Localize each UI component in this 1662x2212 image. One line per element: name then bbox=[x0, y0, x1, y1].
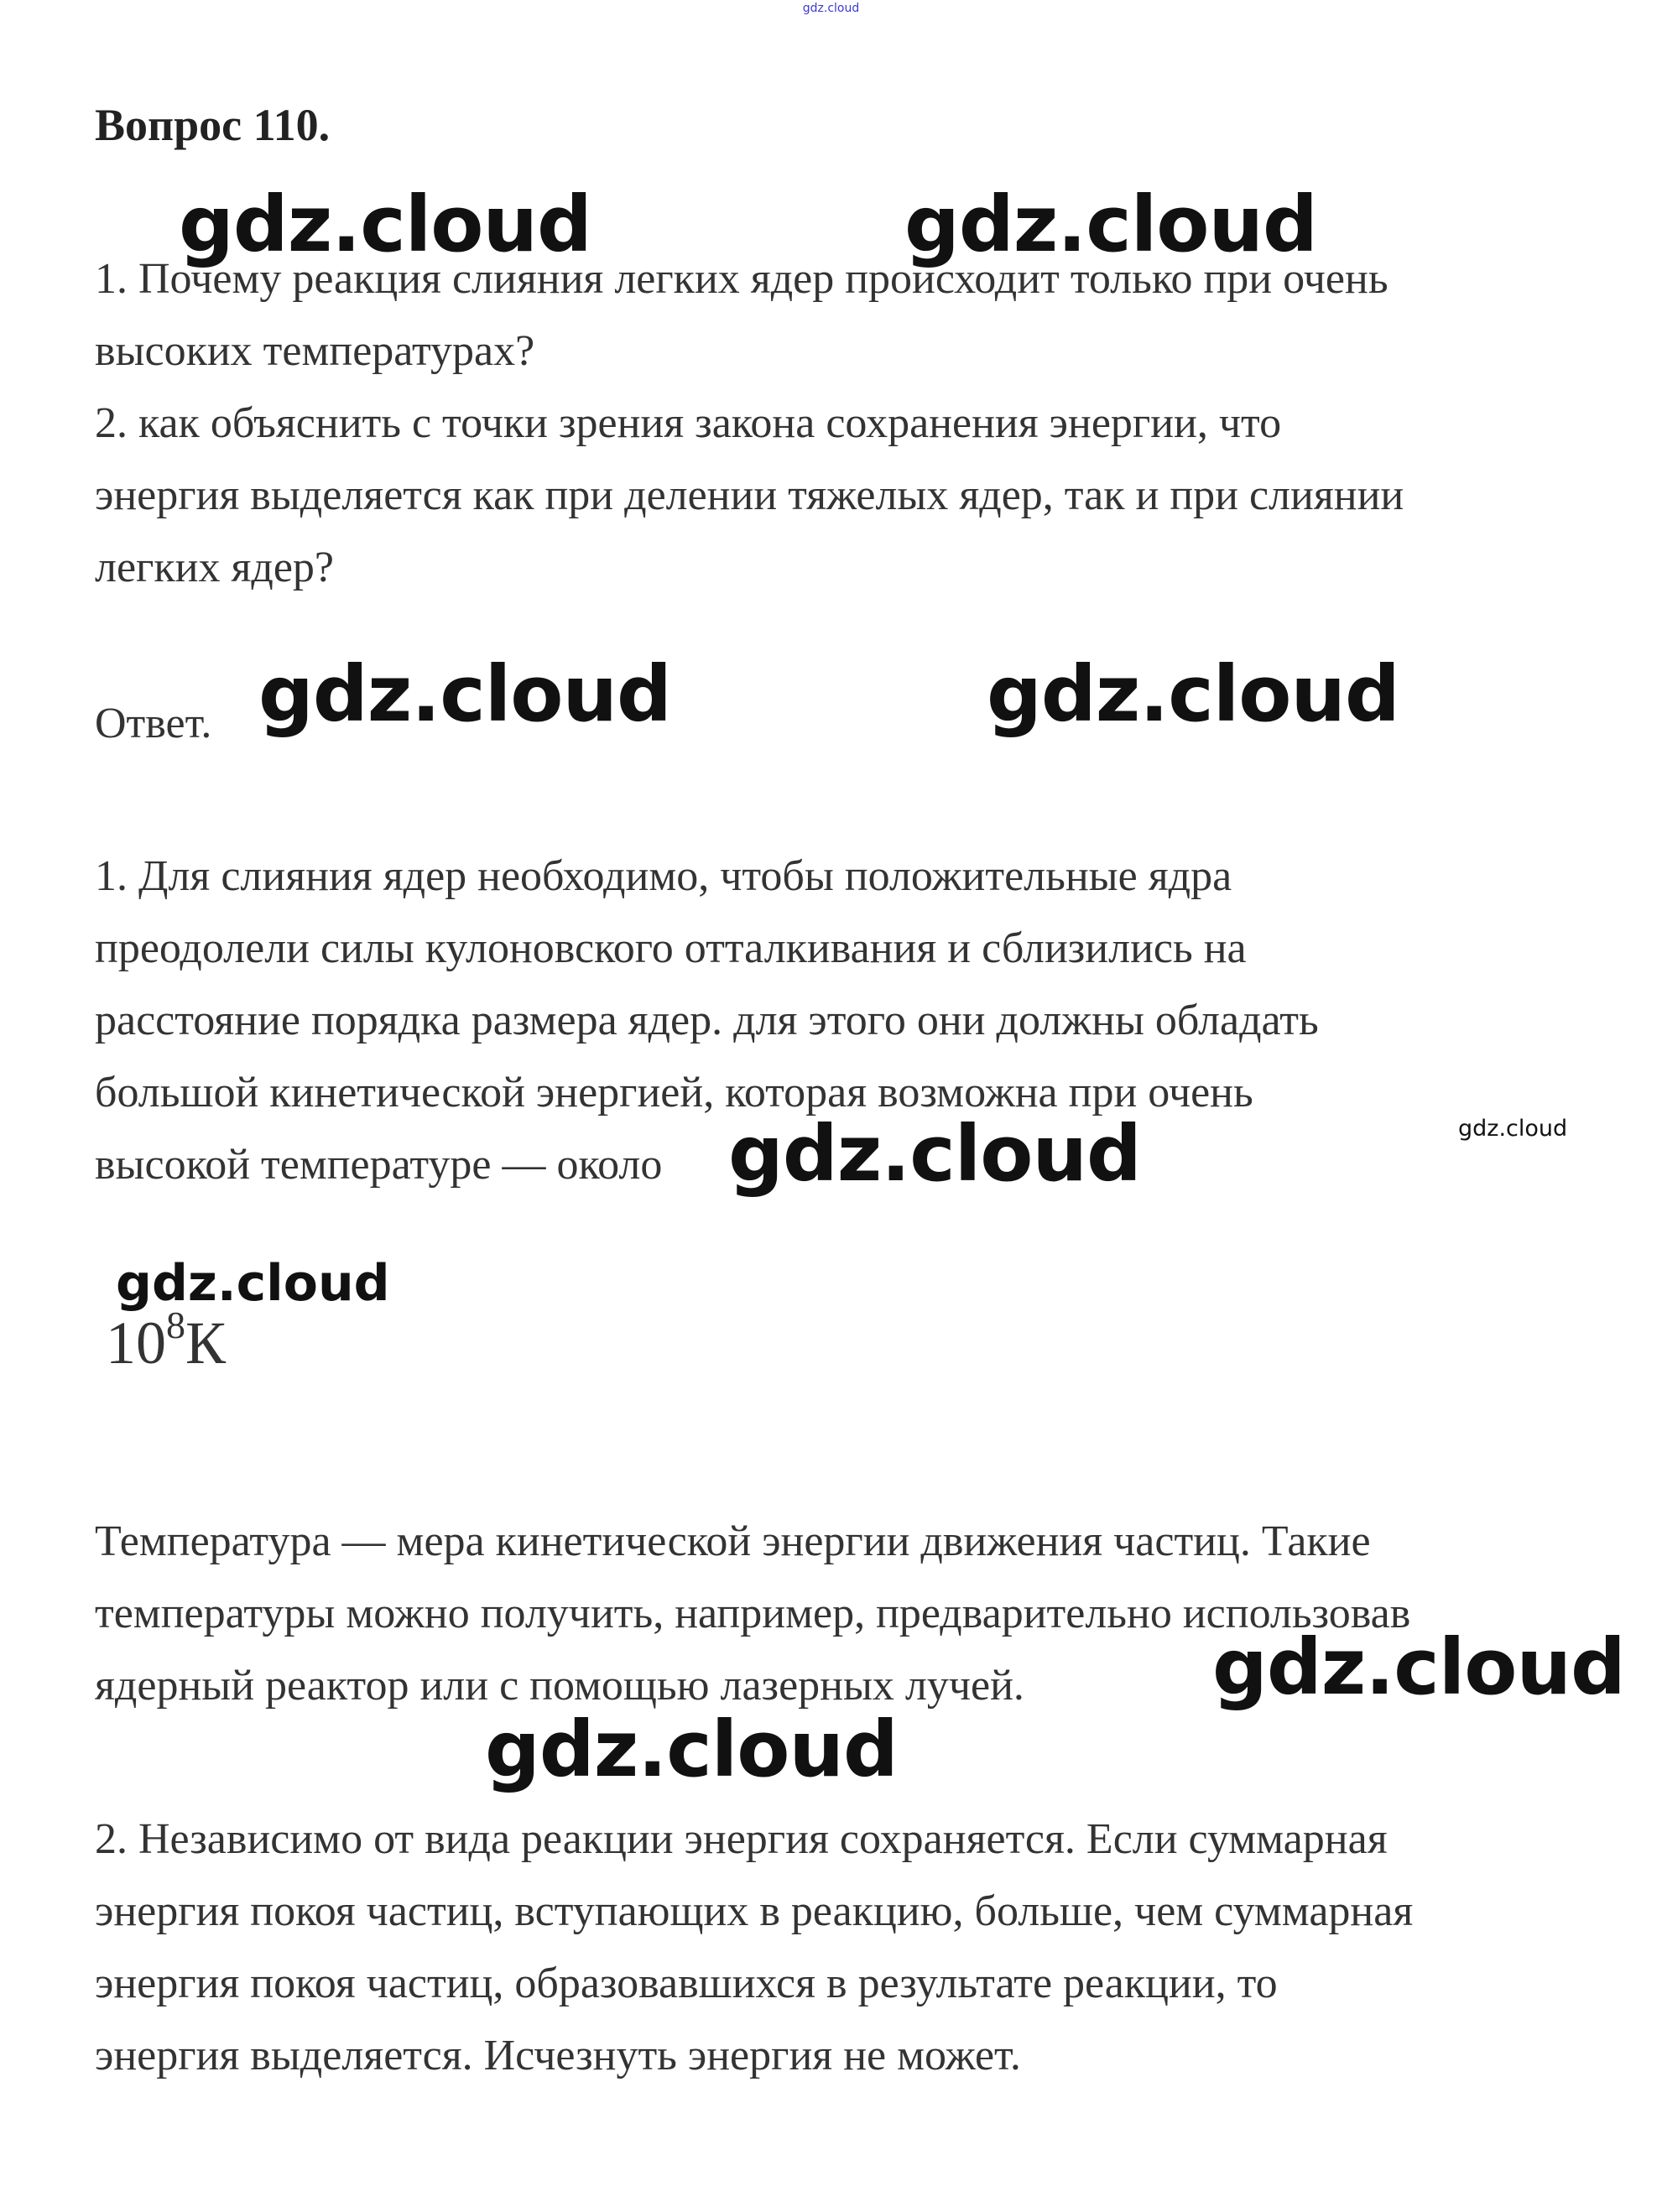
question-text bbox=[95, 243, 1588, 604]
watermark: gdz.cloud bbox=[485, 1705, 898, 1794]
formula-unit: К bbox=[185, 1309, 227, 1377]
question-line: энергия выделяется как при делении тяжелых ядер, так и при слиянии bbox=[95, 471, 1404, 519]
answer-1-line: расстояние порядка размера ядер. для этого они должны обладать bbox=[95, 997, 1319, 1044]
answer-2-line: энергия выделяется. Исчезнуть энергия не может. bbox=[95, 2032, 1021, 2079]
watermark: gdz.cloud bbox=[258, 649, 671, 739]
answer-1-line: 1. Для слияния ядер необходимо, чтобы положительные ядра bbox=[95, 852, 1232, 900]
watermark: gdz.cloud bbox=[728, 1109, 1141, 1199]
temperature-line: Температура — мера кинетической энергии движения частиц. Такие bbox=[95, 1517, 1371, 1565]
watermark: gdz.cloud bbox=[1212, 1622, 1625, 1712]
temperature-line: температуры можно получить, например, предварительно использовав bbox=[95, 1590, 1411, 1637]
temperature-line: ядерный реактор или с помощью лазерных лучей. bbox=[95, 1662, 1024, 1710]
question-line: 1. Почему реакция слияния легких ядер происходит только при очень bbox=[95, 255, 1388, 303]
watermark: gdz.cloud bbox=[1458, 1116, 1568, 1142]
question-title: Вопрос 110. bbox=[95, 100, 331, 150]
watermark: gdz.cloud bbox=[987, 649, 1399, 739]
question-line: легких ядер? bbox=[95, 544, 334, 591]
temperature-formula bbox=[106, 1304, 227, 1377]
answer-2-line: энергия покоя частиц, вступающих в реакцию, больше, чем суммарная bbox=[95, 1887, 1414, 1935]
watermark: gdz.cloud bbox=[179, 180, 591, 269]
formula-base: 10 bbox=[106, 1309, 166, 1377]
watermark: gdz.cloud bbox=[904, 180, 1317, 269]
answer-1-line: большой кинетической энергией, которая возможна при очень bbox=[95, 1069, 1253, 1116]
top-watermark: gdz.cloud bbox=[802, 2, 860, 15]
watermark: gdz.cloud bbox=[116, 1254, 390, 1313]
question-line: 2. как объяснить с точки зрения закона сохранения энергии, что bbox=[95, 399, 1282, 447]
answer-1-line: высокой температуре — около bbox=[95, 1141, 663, 1189]
question-line: высоких температурах? bbox=[95, 327, 535, 375]
answer-2-line: 2. Независимо от вида реакции энергия сохраняется. Если суммарная bbox=[95, 1815, 1388, 1863]
answer-1-line: преодолели силы кулоновского отталкивания и сблизились на bbox=[95, 924, 1247, 972]
answer-label: Ответ. bbox=[95, 700, 212, 747]
formula-exponent: 8 bbox=[166, 1304, 185, 1346]
answer-2-text bbox=[95, 1803, 1588, 2092]
answer-2-line: энергия покоя частиц, образовавшихся в результате реакции, то bbox=[95, 1960, 1278, 2007]
